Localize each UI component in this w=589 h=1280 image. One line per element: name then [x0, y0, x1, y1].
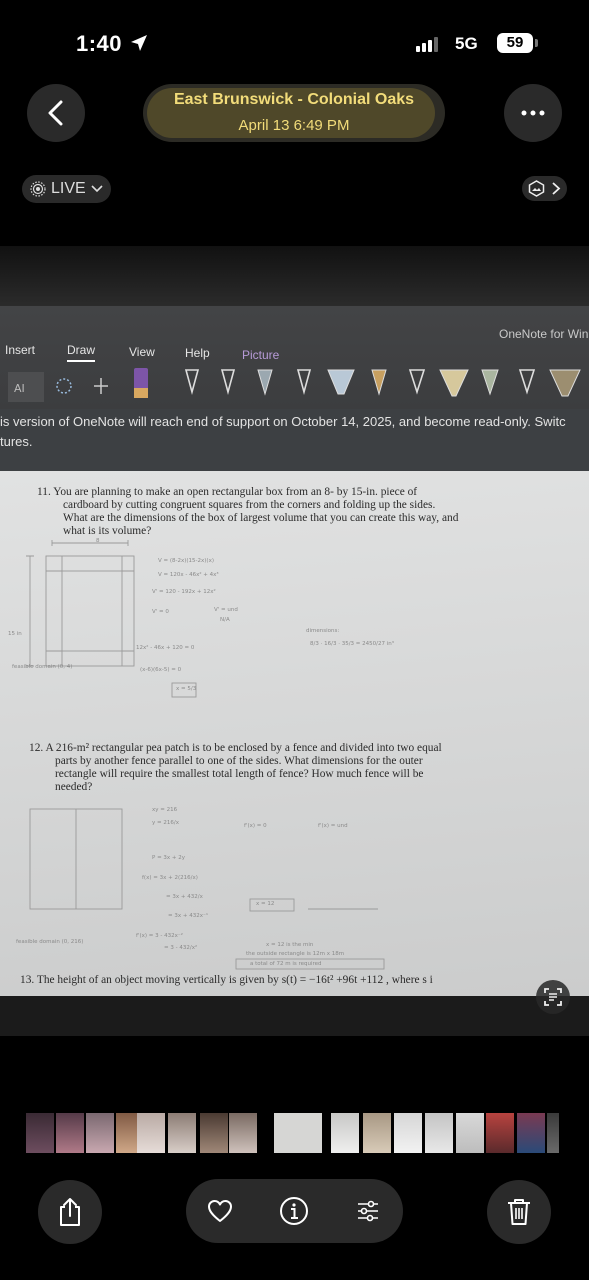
hw-q11-8: feasible domain (0, 4) [12, 664, 73, 670]
banner-text: is version of OneNote will reach end of support on October 14, 2025, and become read-only. Switc [0, 414, 566, 429]
hw-q11-2: V = 120x - 46x² + 4x³ [158, 572, 219, 578]
hw-label-15in: 15 in [8, 631, 22, 637]
pen-7-icon [482, 370, 498, 394]
pen-5-icon [372, 370, 386, 394]
hw-q12-15: feasible domain (0, 216) [16, 939, 84, 945]
hw-q11-7: dimensions: [306, 628, 340, 634]
question-11-sketch [0, 531, 589, 731]
live-label: LIVE [51, 180, 86, 197]
visual-lookup-button[interactable] [522, 176, 567, 201]
svg-text:AI: AI [14, 382, 25, 395]
pen-3-icon [258, 370, 272, 394]
clock: 1:40 [76, 31, 123, 56]
pen-8-icon [520, 370, 534, 392]
battery-tip [535, 39, 538, 47]
tab-draw: Draw [67, 343, 95, 362]
hw-q12-13: the outside rectangle is 12m x 18m [246, 951, 345, 957]
thumbnail[interactable] [168, 1113, 196, 1153]
cellular-signal-icon [416, 36, 438, 52]
photo-actions-bar [186, 1179, 403, 1243]
hw-q11-3: V' = 120 - 192x + 12x² [152, 589, 216, 595]
hw-q11-1: V = (8-2x)(15-2x)(x) [158, 558, 214, 564]
pen-tools-row [0, 364, 589, 408]
thumbnail[interactable] [229, 1113, 257, 1153]
hw-q12-5: = 3x + 432/x [166, 894, 203, 900]
thumbnail[interactable] [86, 1113, 114, 1153]
heart-icon [207, 1199, 233, 1223]
thumbnail[interactable] [331, 1113, 359, 1153]
hw-q12-4: f(x) = 3x + 2(216/x) [142, 875, 198, 881]
photo-dark-band [0, 246, 589, 306]
live-text-icon [543, 987, 563, 1007]
question-11-line-4: what is its volume? [63, 525, 152, 537]
highlighter-2-icon [440, 370, 468, 396]
pen-1-icon [186, 370, 198, 392]
hw-q12-14: a total of 72 m is required [250, 961, 322, 967]
thumbnail-current[interactable] [274, 1113, 322, 1153]
live-text-button[interactable] [536, 980, 570, 1014]
favorite-button[interactable] [204, 1195, 236, 1227]
hw-q11-5: V' = und [214, 607, 238, 613]
chevron-down-icon [91, 185, 103, 193]
pen-2-icon [222, 370, 234, 392]
hw-q12-9: f'(x) = 0 [244, 823, 267, 829]
hw-q12-3: P = 3x + 2y [152, 855, 186, 861]
question-12-line-1: 12. A 216-m² rectangular pea patch is to be enclosed by a fence and divided into two equal [29, 742, 442, 754]
question-12-line-4: needed? [55, 781, 93, 793]
photo-location: East Brunswick - Colonial Oaks [173, 91, 415, 108]
worksheet-paper [0, 471, 589, 996]
tab-view: View [129, 345, 155, 359]
banner-text-continued: tures. [0, 434, 33, 449]
question-12-line-2: parts by another fence parallel to one of the sides. What dimensions for the outer [55, 755, 423, 767]
share-button[interactable] [38, 1180, 102, 1244]
hw-q11-4: V' = 0 [152, 609, 169, 615]
hw-q12-10: f'(x) = und [318, 823, 348, 829]
share-icon [57, 1197, 83, 1227]
back-button[interactable] [27, 84, 85, 142]
hw-q12-1: xy = 216 [152, 807, 178, 813]
hw-q12-12: x = 12 is the min [266, 942, 314, 948]
battery-indicator: 59 [497, 33, 533, 53]
thumbnail[interactable] [363, 1113, 391, 1153]
hw-q12-2: y = 216/x [152, 820, 179, 826]
delete-button[interactable] [487, 1180, 551, 1244]
network-type: 5G [455, 34, 478, 53]
photo-view[interactable] [0, 246, 589, 1036]
location-arrow-icon [130, 34, 148, 52]
pen-eraser-icon [134, 368, 148, 398]
onenote-brand: OneNote for Win [499, 327, 589, 341]
ellipsis-icon [521, 110, 545, 116]
thumbnail[interactable] [137, 1113, 165, 1153]
hw-q12-6: = 3x + 432x⁻¹ [168, 913, 209, 919]
hw-q11-11: x = 5/3 [176, 686, 197, 692]
question-12-line-3: rectangle will require the smallest total length of fence? How much fence will be [55, 768, 424, 780]
hw-q11-12: 8/3 · 16/3 · 35/3 = 2450/27 in³ [310, 641, 394, 647]
live-photo-icon [30, 181, 46, 197]
hw-label-8: 8 [96, 538, 100, 544]
pen-4-icon [298, 370, 310, 392]
question-11-line-2: cardboard by cutting congruent squares from the corners and folding up the sides. [63, 499, 436, 511]
info-button[interactable] [278, 1195, 310, 1227]
lasso-select-icon [8, 372, 44, 402]
sliders-icon [355, 1198, 381, 1224]
add-space-icon [57, 379, 71, 393]
visual-lookup-icon [528, 180, 545, 197]
live-photo-toggle[interactable] [22, 175, 111, 203]
hw-q11-10: (x-6)(6x-5) = 0 [140, 667, 182, 673]
tab-help: Help [185, 346, 210, 360]
hw-q12-11: x = 12 [256, 901, 275, 907]
chevron-right-icon [551, 182, 561, 195]
thumbnail[interactable] [547, 1113, 559, 1153]
thumbnail[interactable] [425, 1113, 453, 1153]
insert-space-icon [94, 378, 108, 394]
thumbnail[interactable] [26, 1113, 54, 1153]
highlighter-1-icon [328, 370, 354, 394]
taskbar-edge [0, 996, 589, 1036]
info-icon [279, 1196, 309, 1226]
hw-q11-9: 12x² - 46x + 120 = 0 [136, 645, 195, 651]
hw-q12-8: = 3 - 432/x² [164, 945, 198, 951]
question-11-line-1: 11. You are planning to make an open rectangular box from an 8- by 15-in. piece of [37, 486, 418, 498]
thumbnail[interactable] [486, 1113, 514, 1153]
thumbnail[interactable] [456, 1113, 484, 1153]
support-banner [0, 409, 589, 471]
tab-insert: Insert [5, 343, 36, 357]
thumbnail[interactable] [517, 1113, 545, 1153]
pen-6-icon [410, 370, 424, 392]
chevron-left-icon [46, 100, 66, 126]
thumbnail[interactable] [394, 1113, 422, 1153]
more-button[interactable] [504, 84, 562, 142]
highlighter-3-icon [550, 370, 580, 396]
tab-picture: Picture [242, 348, 280, 362]
thumbnail[interactable] [56, 1113, 84, 1153]
photo-datetime: April 13 6:49 PM [238, 117, 350, 134]
edit-adjust-button[interactable] [352, 1195, 384, 1227]
photo-info-pill[interactable] [143, 84, 445, 142]
trash-icon [506, 1197, 532, 1227]
hw-q11-6: N/A [220, 617, 230, 623]
hw-q12-7: f'(x) = 3 - 432x⁻² [136, 933, 183, 939]
question-11-line-3: What are the dimensions of the box of largest volume that you can create this way, and [63, 512, 459, 524]
question-13-line-1: 13. The height of an object moving vertically is given by s(t) = −16t² +96t +112 , where s i [20, 974, 433, 986]
thumbnail[interactable] [200, 1113, 228, 1153]
